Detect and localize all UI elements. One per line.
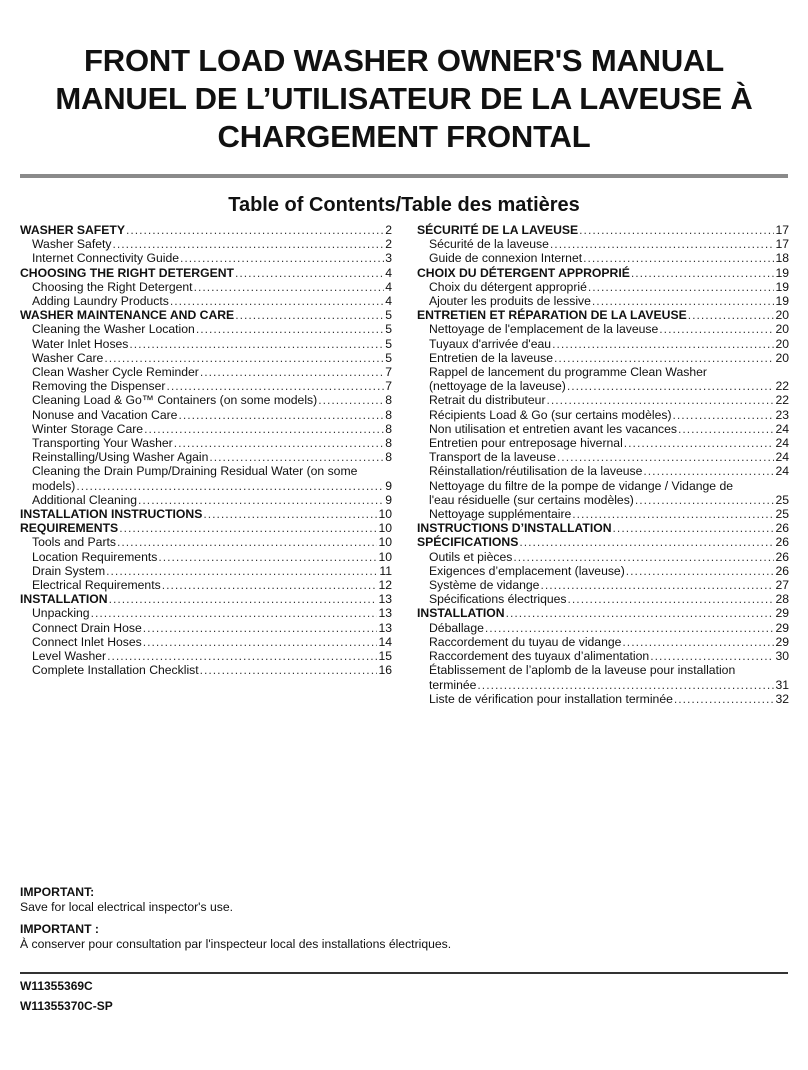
toc-column-french [417, 223, 789, 706]
toc-page-number: 26 [775, 549, 789, 564]
toc-page-number: 10 [378, 549, 392, 564]
toc-entry[interactable] [417, 436, 789, 450]
title-line: MANUEL DE L’UTILISATEUR DE LA LAVEUSE À [55, 81, 753, 116]
toc-entry[interactable] [417, 365, 789, 393]
leader-dots [674, 692, 775, 706]
toc-page-number: 30 [775, 649, 789, 664]
manual-title [0, 42, 808, 156]
toc-entry[interactable] [417, 479, 789, 507]
toc-entry-text: Tools and Parts [32, 535, 117, 550]
toc-entry-text: SPÉCIFICATIONS [417, 535, 519, 550]
toc-page-number: 13 [378, 606, 392, 621]
leader-dots [650, 649, 774, 663]
toc-entry[interactable] [417, 337, 789, 351]
leader-dots [203, 507, 377, 521]
leader-dots [688, 308, 775, 322]
toc-entry-text: REQUIREMENTS [20, 521, 119, 536]
toc-page-number: 18 [775, 251, 789, 266]
toc-entry[interactable] [20, 450, 392, 464]
toc-entry[interactable] [20, 379, 392, 393]
important-label: IMPORTANT: [20, 885, 95, 899]
leader-dots [540, 578, 774, 592]
toc-entry[interactable] [20, 535, 392, 549]
toc-page-number: 4 [385, 279, 392, 294]
toc-entry-text: INSTALLATION [417, 606, 505, 621]
toc-entry[interactable] [20, 635, 392, 649]
toc-page-number: 20 [775, 308, 789, 323]
toc-entry-text: Sécurité de la laveuse [429, 237, 549, 252]
toc-page-number: 7 [385, 365, 392, 380]
toc-section-heading[interactable] [20, 507, 392, 521]
toc-page-number: 2 [385, 237, 392, 252]
toc-entry-text: Drain System [32, 563, 106, 578]
toc-page-number: 25 [775, 507, 789, 522]
toc-entry[interactable] [417, 550, 789, 564]
toc-entry-text: Winter Storage Care [32, 421, 144, 436]
toc-entry[interactable] [20, 393, 392, 407]
leader-dots [579, 223, 774, 237]
toc-entry-text: Connect Drain Hose [32, 620, 142, 635]
leader-dots [547, 393, 775, 407]
leader-dots [235, 308, 384, 322]
leader-dots [162, 578, 378, 592]
toc-entry[interactable] [417, 464, 789, 478]
leader-dots [200, 663, 378, 677]
toc-entry-text: terminée [429, 677, 477, 692]
toc-section-heading[interactable] [20, 592, 392, 606]
toc-entry[interactable] [20, 408, 392, 422]
toc-entry-text: Entretien de la laveuse [429, 350, 553, 365]
leader-dots [513, 550, 774, 564]
toc-page-number: 27 [775, 578, 789, 593]
toc-page-number: 15 [378, 649, 392, 664]
toc-entry[interactable] [20, 322, 392, 336]
toc-entry[interactable] [417, 393, 789, 407]
toc-page-number: 19 [775, 279, 789, 294]
toc-page-number: 14 [378, 634, 392, 649]
leader-dots [107, 649, 377, 663]
toc-entry-text: Reinstalling/Using Washer Again [32, 450, 209, 465]
leader-dots [635, 493, 775, 507]
leader-dots [318, 393, 384, 407]
toc-entry[interactable] [20, 606, 392, 620]
toc-entry-text: Nonuse and Vacation Care [32, 407, 178, 422]
leader-dots [613, 521, 775, 535]
toc-entry[interactable] [20, 493, 392, 507]
leader-dots [678, 422, 774, 436]
leader-dots [567, 379, 775, 393]
leader-dots [178, 408, 384, 422]
toc-entry[interactable] [20, 351, 392, 365]
toc-page-number: 29 [775, 634, 789, 649]
toc-entry-text: Cleaning Load & Go™ Containers (on some models) [32, 393, 318, 408]
toc-column-english [20, 223, 392, 678]
toc-page-number: 22 [775, 393, 789, 408]
toc-entry-text: Système de vidange [429, 578, 540, 593]
toc-entry-text: INSTRUCTIONS D’INSTALLATION [417, 521, 612, 536]
toc-page-number: 10 [378, 535, 392, 550]
toc-entry[interactable] [417, 578, 789, 592]
toc-page-number: 13 [378, 620, 392, 635]
leader-dots [659, 322, 774, 336]
leader-dots [631, 266, 775, 280]
toc-entry-text: Water Inlet Hoses [32, 336, 129, 351]
toc-page-number: 26 [775, 535, 789, 550]
leader-dots [180, 251, 384, 265]
toc-entry-text: Washer Safety [32, 237, 112, 252]
toc-page-number: 19 [775, 294, 789, 309]
toc-entry-text: Electrical Requirements [32, 578, 161, 593]
toc-page-number: 13 [378, 592, 392, 607]
toc-entry-text: Récipients Load & Go (sur certains modèles) [429, 407, 672, 422]
toc-page-number: 17 [775, 223, 789, 237]
toc-page-number: 5 [385, 336, 392, 351]
leader-dots [129, 337, 384, 351]
leader-dots [104, 351, 384, 365]
leader-dots [519, 535, 774, 549]
important-text: Save for local electrical inspector's use. [20, 900, 233, 914]
toc-entry-text: models) [32, 478, 76, 493]
toc-entry-text: Nettoyage supplémentaire [429, 507, 572, 522]
title-divider [20, 174, 788, 178]
leader-dots [170, 294, 384, 308]
toc-entry-text: Raccordement des tuyaux d’alimentation [429, 649, 650, 664]
toc-page-number: 5 [385, 308, 392, 323]
toc-entry[interactable] [417, 592, 789, 606]
leader-dots [138, 493, 384, 507]
toc-page-number: 20 [775, 336, 789, 351]
toc-entry[interactable] [417, 692, 789, 706]
toc-entry[interactable] [20, 464, 392, 492]
leader-dots [196, 322, 384, 336]
toc-page-number: 8 [385, 450, 392, 465]
leader-dots [624, 436, 775, 450]
leader-dots [209, 450, 384, 464]
leader-dots [626, 564, 775, 578]
toc-page-number: 26 [775, 521, 789, 536]
toc-entry-text: WASHER MAINTENANCE AND CARE [20, 308, 235, 323]
toc-entry[interactable] [20, 621, 392, 635]
toc-page-number: 10 [378, 507, 392, 522]
toc-entry[interactable] [20, 337, 392, 351]
toc-entry[interactable] [20, 280, 392, 294]
toc-entry[interactable] [417, 635, 789, 649]
toc-entry-text: Tuyaux d'arrivée d'eau [429, 336, 552, 351]
toc-page-number: 24 [775, 450, 789, 465]
toc-entry-text: Transporting Your Washer [32, 436, 173, 451]
toc-entry[interactable] [20, 578, 392, 592]
toc-entry[interactable] [20, 422, 392, 436]
toc-entry-text: Transport de la laveuse [429, 450, 556, 465]
toc-section-heading[interactable] [20, 521, 392, 535]
leader-dots [583, 251, 774, 265]
title-line: FRONT LOAD WASHER OWNER'S MANUAL [84, 43, 724, 78]
toc-entry-text: Réinstallation/réutilisation de la laveuse [429, 464, 643, 479]
leader-dots [550, 237, 775, 251]
leader-dots [143, 621, 378, 635]
leader-dots [235, 266, 384, 280]
footer-divider [20, 972, 788, 974]
toc-page-number: 10 [378, 521, 392, 536]
document-code: W11355369C [20, 979, 93, 993]
toc-page-number: 25 [775, 492, 789, 507]
title-line: CHARGEMENT FRONTAL [217, 119, 591, 154]
toc-entry[interactable] [20, 436, 392, 450]
leader-dots [174, 436, 385, 450]
toc-entry-text: Connect Inlet Hoses [32, 634, 142, 649]
toc-entry-text: Additional Cleaning [32, 492, 138, 507]
toc-entry-text: (nettoyage de la laveuse) [429, 379, 566, 394]
important-note-french [20, 922, 451, 952]
leader-dots [76, 479, 384, 493]
toc-entry-text: Nettoyage du filtre de la pompe de vidange / Vidange de [429, 478, 734, 493]
toc-section-heading[interactable] [20, 308, 392, 322]
toc-entry[interactable] [20, 251, 392, 265]
toc-page-number: 32 [775, 691, 789, 706]
important-text: À conserver pour consultation par l'inspecteur local des installations électriques. [20, 937, 452, 951]
toc-entry-text: Unpacking [32, 606, 90, 621]
toc-page-number: 9 [385, 492, 392, 507]
toc-page-number: 24 [775, 464, 789, 479]
toc-page-number: 23 [775, 407, 789, 422]
toc-section-heading[interactable] [417, 223, 789, 237]
toc-entry-text: Raccordement du tuyau de vidange [429, 634, 622, 649]
toc-entry[interactable] [20, 365, 392, 379]
toc-entry-text: Choix du détergent approprié [429, 279, 587, 294]
toc-page-number: 29 [775, 620, 789, 635]
toc-entry-text: CHOIX DU DÉTERGENT APPROPRIÉ [417, 265, 630, 280]
toc-entry[interactable] [417, 294, 789, 308]
toc-entry-text: Spécifications électriques [429, 592, 567, 607]
leader-dots [158, 550, 377, 564]
toc-entry-text: Liste de vérification pour installation terminée [429, 691, 673, 706]
toc-entry[interactable] [20, 564, 392, 578]
toc-entry-text: Déballage [429, 620, 484, 635]
toc-entry-text: INSTALLATION [20, 592, 108, 607]
leader-dots [643, 464, 774, 478]
toc-entry-text: Rappel de lancement du programme Clean Washer [429, 365, 707, 380]
toc-page-number: 24 [775, 421, 789, 436]
toc-page-number: 8 [385, 407, 392, 422]
leader-dots [572, 507, 774, 521]
toc-entry-text: Entretien pour entreposage hivernal [429, 436, 623, 451]
toc-entry[interactable] [20, 237, 392, 251]
toc-entry-text: Cleaning the Washer Location [32, 322, 195, 337]
toc-page-number: 7 [385, 379, 392, 394]
toc-entry[interactable] [20, 550, 392, 564]
toc-entry[interactable] [417, 649, 789, 663]
toc-entry[interactable] [417, 663, 789, 691]
toc-entry[interactable] [417, 422, 789, 436]
leader-dots [144, 422, 384, 436]
leader-dots [194, 280, 385, 294]
toc-page-number: 19 [775, 265, 789, 280]
toc-entry-text: Nettoyage de l'emplacement de la laveuse [429, 322, 659, 337]
toc-entry[interactable] [417, 280, 789, 294]
toc-entry-text: Clean Washer Cycle Reminder [32, 365, 199, 380]
leader-dots [552, 337, 774, 351]
leader-dots [200, 365, 384, 379]
toc-entry-text: Guide de connexion Internet [429, 251, 583, 266]
document-code-sp: W11355370C-SP [20, 999, 113, 1013]
toc-page-number: 26 [775, 563, 789, 578]
toc-entry-text: CHOOSING THE RIGHT DETERGENT [20, 265, 234, 280]
toc-section-heading[interactable] [417, 521, 789, 535]
toc-page-number: 4 [385, 294, 392, 309]
toc-entry[interactable] [20, 294, 392, 308]
toc-page-number: 5 [385, 350, 392, 365]
toc-entry[interactable] [417, 564, 789, 578]
toc-page-number: 20 [775, 322, 789, 337]
toc-page-number: 5 [385, 322, 392, 337]
toc-entry-text: Removing the Dispenser [32, 379, 166, 394]
leader-dots [112, 237, 384, 251]
leader-dots [166, 379, 384, 393]
toc-section-heading[interactable] [417, 535, 789, 549]
toc-entry-text: WASHER SAFETY [20, 223, 125, 237]
toc-entry-text: ENTRETIEN ET RÉPARATION DE LA LAVEUSE [417, 308, 687, 323]
toc-page-number: 2 [385, 223, 392, 237]
leader-dots [477, 678, 774, 692]
leader-dots [557, 450, 775, 464]
toc-page-number: 8 [385, 421, 392, 436]
leader-dots [622, 635, 774, 649]
toc-entry-text: INSTALLATION INSTRUCTIONS [20, 507, 203, 522]
toc-entry-text: Washer Care [32, 350, 104, 365]
toc-section-heading[interactable] [20, 223, 392, 237]
toc-section-heading[interactable] [417, 308, 789, 322]
toc-entry-text: Établissement de l’aplomb de la laveuse pour installation [429, 663, 736, 678]
toc-entry-text: Level Washer [32, 649, 107, 664]
toc-entry-text: Outils et pièces [429, 549, 513, 564]
leader-dots [485, 621, 775, 635]
leader-dots [91, 606, 378, 620]
toc-entry-text: Cleaning the Drain Pump/Draining Residual Water (on some [32, 464, 358, 479]
toc-entry[interactable] [417, 507, 789, 521]
leader-dots [568, 592, 775, 606]
leader-dots [673, 408, 775, 422]
toc-page-number: 28 [775, 592, 789, 607]
toc-page-number: 16 [378, 663, 392, 678]
toc-entry[interactable] [417, 408, 789, 422]
toc-section-heading[interactable] [417, 606, 789, 620]
toc-page-number: 24 [775, 436, 789, 451]
toc-page-number: 12 [378, 578, 392, 593]
toc-page-number: 17 [775, 237, 789, 252]
toc-page-number: 3 [385, 251, 392, 266]
toc-entry-text: Non utilisation et entretien avant les vacances [429, 421, 677, 436]
toc-page-number: 9 [385, 478, 392, 493]
leader-dots [592, 294, 775, 308]
toc-page-number: 20 [775, 350, 789, 365]
toc-page-number: 11 [379, 563, 392, 578]
toc-entry[interactable] [417, 237, 789, 251]
toc-entry-text: Internet Connectivity Guide [32, 251, 180, 266]
important-label: IMPORTANT : [20, 922, 99, 936]
toc-entry-text: Ajouter les produits de lessive [429, 294, 591, 309]
leader-dots [119, 521, 377, 535]
toc-entry[interactable] [417, 450, 789, 464]
leader-dots [126, 223, 384, 237]
toc-section-heading[interactable] [20, 266, 392, 280]
toc-entry-text: Location Requirements [32, 549, 158, 564]
toc-entry[interactable] [417, 621, 789, 635]
toc-entry-text: Adding Laundry Products [32, 294, 169, 309]
leader-dots [106, 564, 378, 578]
toc-page-number: 22 [775, 379, 789, 394]
toc-section-heading[interactable] [417, 266, 789, 280]
important-note-english [20, 885, 233, 915]
toc-entry[interactable] [20, 663, 392, 677]
toc-entry-text: Complete Installation Checklist [32, 663, 199, 678]
toc-entry[interactable] [417, 322, 789, 336]
toc-heading: Table of Contents/Table des matières [228, 194, 580, 216]
toc-entry[interactable] [417, 251, 789, 265]
leader-dots [554, 351, 774, 365]
toc-entry[interactable] [417, 351, 789, 365]
toc-page-number: 4 [385, 265, 392, 280]
toc-entry-text: Retrait du distributeur [429, 393, 546, 408]
toc-page-number: 29 [775, 606, 789, 621]
leader-dots [109, 592, 378, 606]
leader-dots [588, 280, 775, 294]
toc-entry-text: SÉCURITÉ DE LA LAVEUSE [417, 223, 579, 237]
leader-dots [143, 635, 378, 649]
toc-entry[interactable] [20, 649, 392, 663]
toc-entry-text: Exigences d’emplacement (laveuse) [429, 563, 625, 578]
toc-entry-text: Choosing the Right Detergent [32, 279, 193, 294]
leader-dots [117, 535, 377, 549]
toc-entry-text: l'eau résiduelle (sur certains modèles) [429, 492, 634, 507]
toc-page-number: 8 [385, 436, 392, 451]
leader-dots [506, 606, 775, 620]
toc-page-number: 8 [385, 393, 392, 408]
toc-page-number: 31 [775, 677, 789, 692]
